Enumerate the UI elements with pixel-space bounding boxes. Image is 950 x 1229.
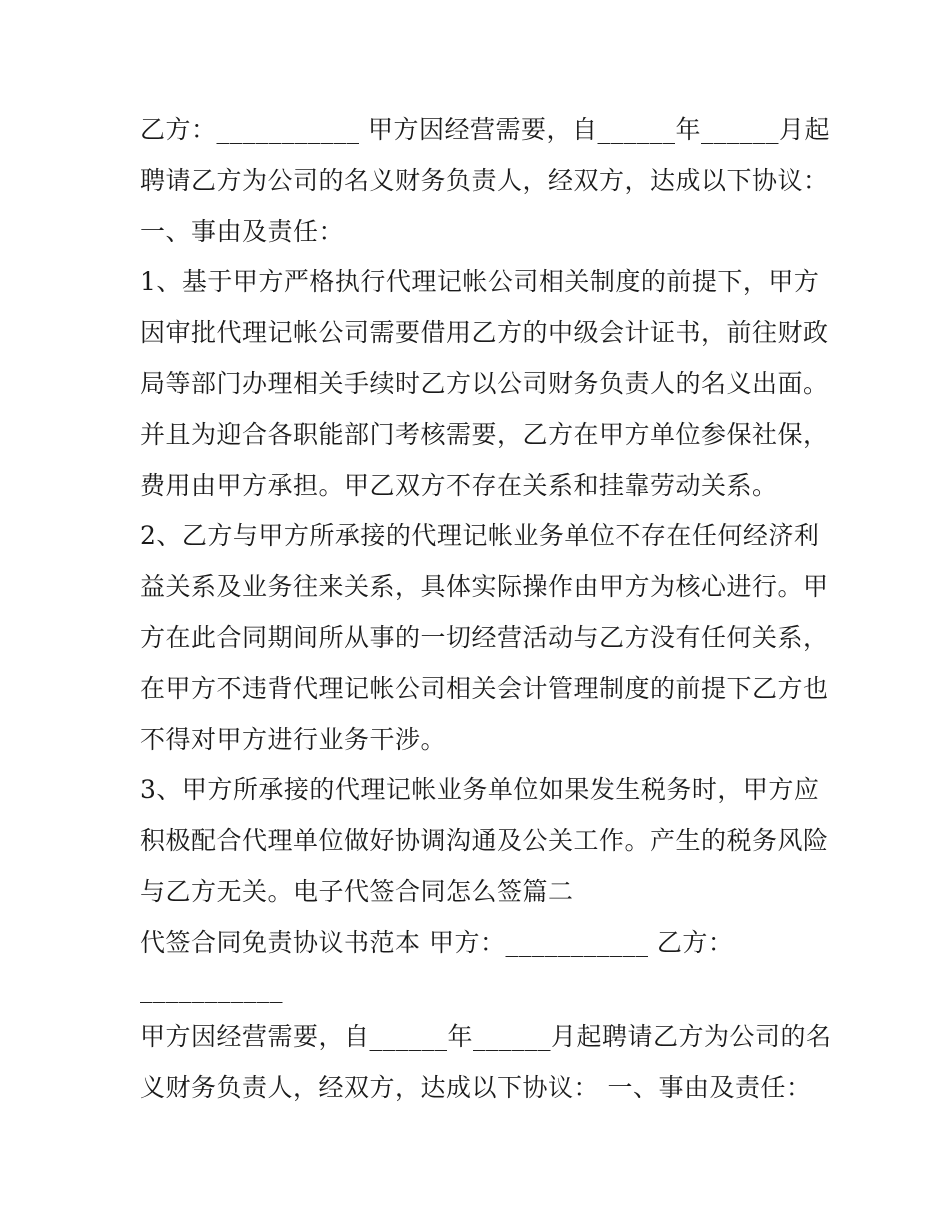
text-line: 2、乙方与甲方所承接的代理记帐业务单位不存在任何经济利 [140, 521, 820, 550]
text-line: ___________ [140, 974, 283, 1003]
text-line: 代签合同免责协议书范本 甲方：___________ 乙方： [140, 928, 734, 957]
text-line: 费用由甲方承担。甲乙双方不存在关系和挂靠劳动关系。 [140, 471, 778, 500]
text-line: 甲方因经营需要，自______年______月起聘请乙方为公司的名 [140, 1022, 832, 1051]
text-line: 方在此合同期间所从事的一切经营活动与乙方没有任何关系， [140, 623, 829, 652]
text-line: 3、甲方所承接的代理记帐业务单位如果发生税务时，甲方应 [140, 775, 820, 804]
text-line: 义财务负责人，经双方，达成以下协议： 一、事由及责任： [140, 1073, 812, 1102]
text-line: 在甲方不违背代理记帐公司相关会计管理制度的前提下乙方也 [140, 674, 829, 703]
text-line: 聘请乙方为公司的名义财务负责人，经双方，达成以下协议： [140, 166, 829, 195]
section-heading: 一、事由及责任： [140, 217, 345, 246]
text-line: 因审批代理记帐公司需要借用乙方的中级会计证书，前往财政 [140, 318, 829, 347]
text-line: 乙方：___________ 甲方因经营需要，自______年______月起 [140, 115, 830, 144]
text-line: 益关系及业务往来关系，具体实际操作由甲方为核心进行。甲 [140, 572, 829, 601]
text-line: 与乙方无关。电子代签合同怎么签篇二 [140, 877, 574, 906]
text-line: 1、基于甲方严格执行代理记帐公司相关制度的前提下，甲方 [140, 267, 820, 296]
text-line: 积极配合代理单位做好协调沟通及公关工作。产生的税务风险 [140, 826, 829, 855]
text-line: 不得对甲方进行业务干涉。 [140, 725, 447, 754]
text-line: 局等部门办理相关手续时乙方以公司财务负责人的名义出面。 [140, 369, 829, 398]
text-line: 并且为迎合各职能部门考核需要，乙方在甲方单位参保社保， [140, 420, 829, 449]
